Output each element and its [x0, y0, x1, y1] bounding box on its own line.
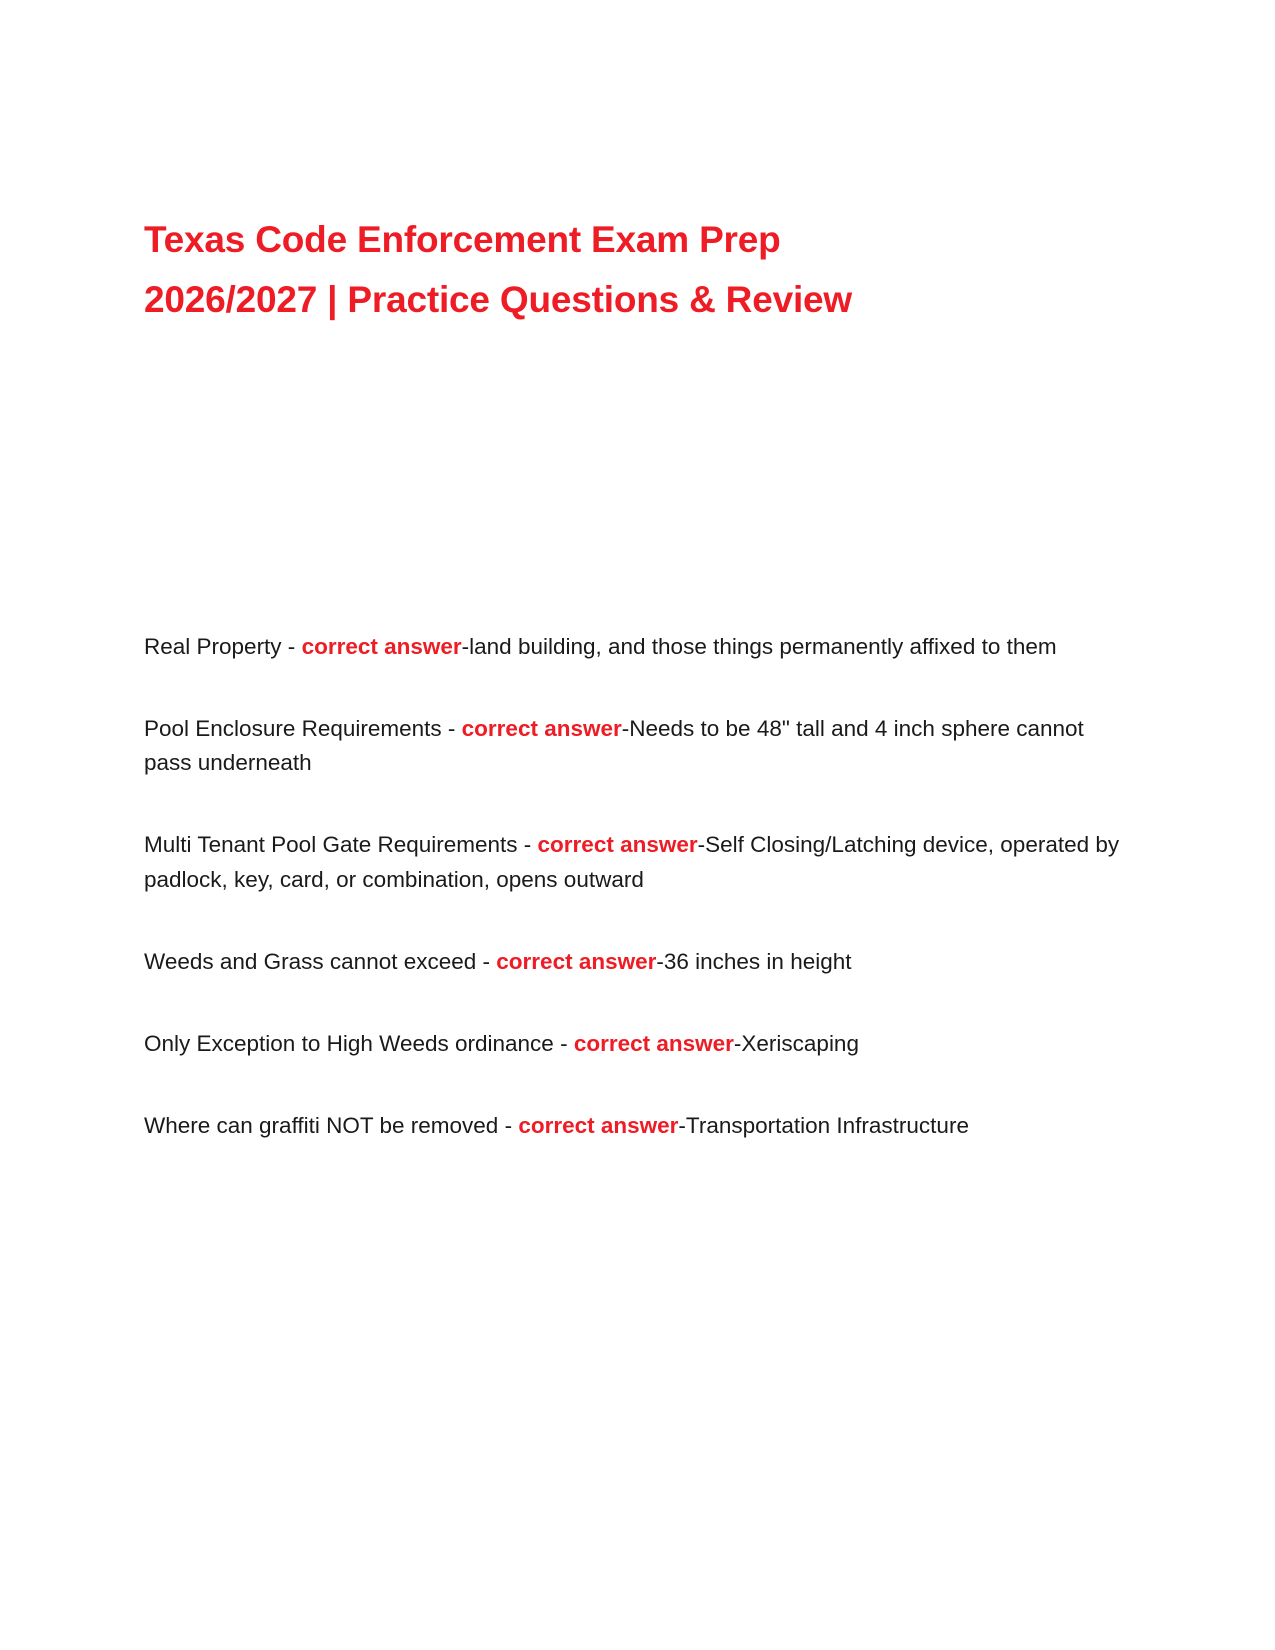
page-title-line-2: 2026/2027 | Practice Questions & Review [144, 278, 852, 320]
correct-answer-marker: correct answer [461, 716, 622, 742]
qa-answer: -Xeriscaping [733, 1031, 859, 1056]
correct-answer-marker: correct answer [518, 1113, 679, 1139]
qa-prompt: Where can graffiti NOT be removed - [144, 1113, 519, 1139]
qa-prompt: Real Property - [144, 633, 302, 659]
page-title-line-1: Texas Code Enforcement Exam Prep [144, 219, 781, 260]
qa-prompt: Weeds and Grass cannot exceed - [144, 948, 497, 974]
correct-answer-marker: correct answer [301, 633, 462, 659]
qa-answer: -Needs to be 48" tall and 4 inch sphere cannot pass underneath [144, 716, 1084, 776]
qa-prompt: Pool Enclosure Requirements - [144, 716, 462, 742]
qa-answer: -Self Closing/Latching device, operated by padlock, key, card, or combination, opens outward [144, 832, 1120, 892]
qa-item [144, 828, 1134, 896]
qa-prompt: Multi Tenant Pool Gate Requirements - [144, 832, 538, 858]
correct-answer-marker: correct answer [537, 832, 698, 858]
qa-answer: -36 inches in height [656, 948, 852, 974]
qa-item [144, 1027, 1134, 1061]
qa-prompt: Only Exception to High Weeds ordinance - [144, 1031, 574, 1056]
qa-answer: -land building, and those things permanently affixed to them [461, 633, 1057, 659]
qa-item [144, 945, 1134, 979]
qa-item [144, 630, 1134, 664]
qa-item [144, 712, 1134, 780]
qa-item [144, 1109, 1134, 1143]
correct-answer-marker: correct answer [573, 1031, 734, 1056]
qa-answer: -Transportation Infrastructure [678, 1113, 969, 1139]
correct-answer-marker: correct answer [496, 948, 657, 974]
page-title [144, 210, 1134, 330]
document-body [144, 210, 1134, 1143]
qa-list [144, 630, 1134, 1144]
